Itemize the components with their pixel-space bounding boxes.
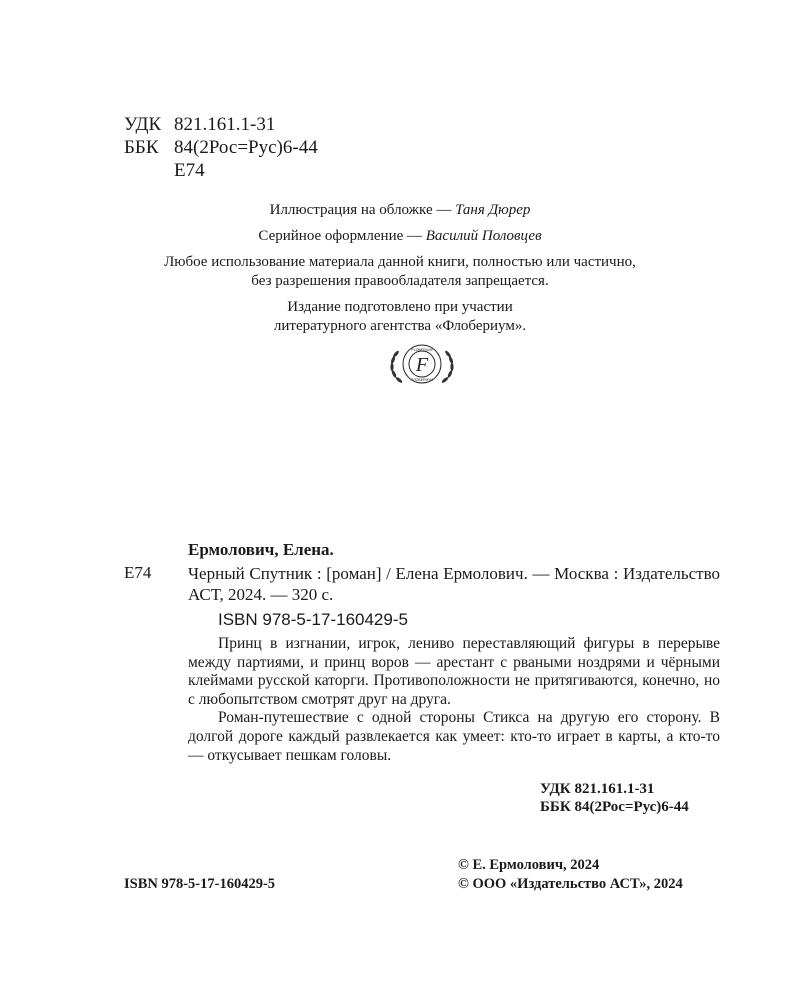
copyright-publisher: © ООО «Издательство АСТ», 2024: [458, 876, 683, 892]
series-credit: [100, 227, 700, 246]
udk-code: 821.161.1-31: [174, 114, 276, 135]
catalog-bbk: ББК 84(2Рос=Рус)6-44: [540, 799, 689, 815]
bbk-code: 84(2Рос=Рус)6-44: [174, 137, 318, 158]
series-label: Серийное оформление —: [258, 228, 422, 244]
logo-ring-top-text: FLOBERIUM: [411, 348, 433, 352]
floberium-laurel-logo-icon: [382, 338, 462, 390]
bbk-row: [124, 136, 318, 159]
agency-note: [100, 298, 700, 336]
annotation: [188, 635, 720, 765]
bibliographic-record: Черный Спутник : [роман] / Елена Ермолович. — Москва : Издательство АСТ, 2024. — 320 с.: [188, 564, 720, 604]
catalog-author: Ермолович, Елена.: [188, 540, 334, 559]
classification-header: [124, 113, 318, 182]
agency-line1: Издание подготовлено при участии: [287, 299, 513, 315]
footer-isbn: ISBN 978-5-17-160429-5: [124, 876, 276, 892]
catalog-udk: УДК 821.161.1-31: [540, 781, 655, 797]
annotation-paragraph-1: Принц в изгнании, игрок, лениво переставляющий фигуры в перерыве между партиями, и принц воров — арестант с рваными ноздрями и чёрными клеймами русской каторги. Противоположности не притягиваются, конечно, но с любопытством смотрят друг на друга.: [188, 635, 720, 708]
catalog-codes: [540, 780, 689, 816]
catalog-mark: Е74: [124, 563, 152, 582]
agency-line2: литературного агентства «Флобериум».: [273, 318, 527, 334]
catalog-isbn: ISBN 978-5-17-160429-5: [218, 610, 408, 629]
logo-letter: F: [415, 354, 429, 376]
copyright-author: © Е. Ермолович, 2024: [458, 857, 600, 873]
logo-ring-bottom-text: ФЛОБЕРИУМ: [410, 378, 434, 382]
copyright-block: [458, 856, 683, 894]
series-name: Василий Половцев: [425, 228, 542, 244]
author-mark: Е74: [174, 160, 205, 181]
copyright-notice-line2: без разрешения правообладателя запрещается.: [251, 273, 549, 289]
floberium-logo: [382, 338, 462, 390]
illustration-credit: [100, 201, 700, 220]
illustration-name: Таня Дюрер: [455, 202, 531, 218]
udk-label: УДК: [124, 114, 162, 135]
annotation-paragraph-2: Роман-путешествие с одной стороны Стикса на другую его сторону. В долгой дороге каждый развлекается как умеет: кто-то играет в карты, а кто-то — откусывает пешкам головы.: [188, 709, 720, 764]
bbk-label: ББК: [124, 137, 159, 158]
copyright-notice-line1: Любое использование материала данной книги, полностью или частично,: [164, 254, 636, 270]
copyright-notice: [100, 253, 700, 291]
udk-row: [124, 113, 318, 136]
illustration-label: Иллюстрация на обложке —: [269, 202, 452, 218]
